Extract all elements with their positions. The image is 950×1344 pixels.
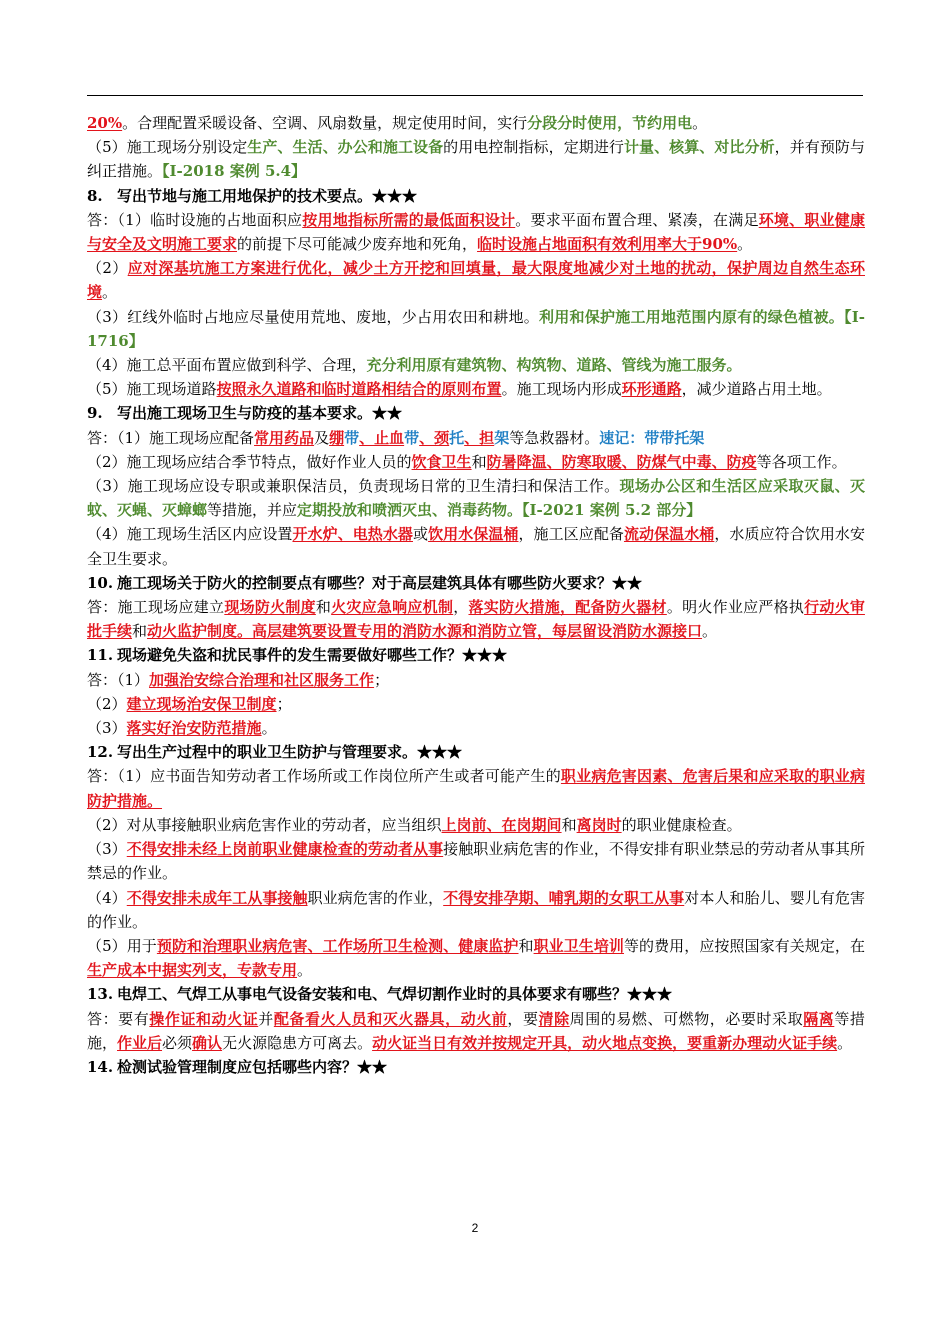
body-text: （2）施工现场应结合季节特点，做好作业人员的 xyxy=(87,452,412,471)
body-text: 等措施，并应 xyxy=(207,501,298,520)
body-text: 。 xyxy=(692,114,708,132)
highlight-text: 现场办公区和生活区应采取灭鼠、灭蚊、灭蝇、灭蟑螂 xyxy=(87,477,865,520)
answer-paragraph xyxy=(87,208,865,256)
answer-paragraph xyxy=(87,305,865,353)
body-text: 。 xyxy=(261,719,277,738)
importance-stars: ★★ xyxy=(612,573,643,592)
key-point-text: 离岗时 xyxy=(576,815,622,834)
body-text: 并 xyxy=(258,1009,274,1028)
body-text: ，减少道路占用土地。 xyxy=(681,380,832,399)
body-text: （3） xyxy=(87,840,127,859)
key-point-text: 饮食卫生 xyxy=(411,452,472,471)
question-heading xyxy=(87,401,865,425)
page-number: 2 xyxy=(471,1221,479,1235)
body-text: （2）对从事接触职业病危害作业的劳动者，应当组织 xyxy=(87,815,442,834)
mnemonic-text: 架 xyxy=(494,428,510,447)
key-point-text: 动火证当日有效并按规定开具，动火地点变换，要重新办理动火证手续 xyxy=(372,1033,838,1052)
key-point-text: 落实防火措施，配备防火器材 xyxy=(468,598,667,617)
body-text: ； xyxy=(276,694,292,713)
key-point-text: 防暑降温、防寒取暖、防煤气中毒、防疫 xyxy=(486,452,757,471)
body-text: 。施工现场内形成 xyxy=(501,380,622,399)
answer-paragraph xyxy=(87,837,865,885)
mnemonic-text: 带 xyxy=(404,428,420,447)
highlight-text: 计量、核算、对比分析 xyxy=(623,138,775,157)
key-point-text: 现场防火制度 xyxy=(224,598,316,617)
body-text: （2） xyxy=(87,694,127,713)
key-point-text: 、止血 xyxy=(359,428,405,447)
body-text: 无火源隐患方可离去。 xyxy=(222,1033,373,1052)
key-point-text: 环境、职业健康与安全及文明施工要求 xyxy=(87,210,865,254)
question-number: 10. xyxy=(87,573,114,592)
body-text: （5）施工现场分别设定 xyxy=(87,138,248,157)
body-text: 等急救器材。 xyxy=(509,428,600,447)
body-text: 答：施工现场应建立 xyxy=(87,598,225,617)
body-text: 和 xyxy=(132,622,148,641)
key-point-text: 职业病危害因素、危害后果和应采取的职业病防护措施。 xyxy=(87,767,865,810)
body-text: ； xyxy=(374,670,390,689)
highlight-text: 充分利用原有建筑物、构筑物、道路、管线为施工服务。 xyxy=(366,356,742,375)
answer-paragraph xyxy=(87,668,865,692)
key-point-text: 清除 xyxy=(538,1009,570,1028)
answer-paragraph xyxy=(87,886,865,934)
question-heading xyxy=(87,184,865,208)
body-text: （4）施工现场生活区内应设置 xyxy=(87,525,293,544)
key-point-text: 20% xyxy=(87,114,123,132)
key-point-text: 配备看火人员和灭火器具，动火前 xyxy=(273,1009,508,1028)
highlight-text: 利用和保护施工用地范围内原有的绿色植被。【I-1716】 xyxy=(87,307,866,350)
question-heading xyxy=(87,643,865,667)
body-text: 。 xyxy=(702,622,718,641)
body-text: （4） xyxy=(87,888,127,907)
question-text: 现场避免失盗和扰民事件的发生需要做好哪些工作？ xyxy=(117,646,463,665)
question-number: 12. xyxy=(87,743,114,762)
key-point-text: 按用地指标所需的最低面积设计 xyxy=(302,210,516,229)
body-text: 。 xyxy=(737,235,753,254)
key-point-text: 落实好治安防范措施 xyxy=(126,719,262,738)
body-text: 。 xyxy=(297,961,313,980)
body-text: 或 xyxy=(413,525,429,544)
answer-paragraph xyxy=(87,716,865,740)
header-rule xyxy=(87,95,863,96)
key-point-text: 火灾应急响应机制 xyxy=(331,598,454,617)
body-text: 答：（1）施工现场应配备 xyxy=(87,428,255,447)
question-number: 13. xyxy=(87,985,114,1004)
importance-stars: ★★ xyxy=(357,1057,388,1076)
body-text: 答：（1）应书面告知劳动者工作场所或工作岗位所产生或者可能产生的 xyxy=(87,767,561,786)
key-point-text: 绷 xyxy=(329,428,345,447)
body-text: 接触职业病危害的作业，不得安排有职业禁忌的劳动者从事其所禁忌的作业。 xyxy=(87,840,865,883)
key-point-text: 加强治安综合治理和社区服务工作 xyxy=(149,670,375,689)
key-point-text: 常用药品 xyxy=(254,428,315,447)
body-text: 和 xyxy=(315,598,332,617)
body-text: ， xyxy=(453,598,469,617)
answer-paragraph xyxy=(87,353,865,377)
body-text: ，并有预防与纠正措施。 xyxy=(87,138,865,181)
key-point-text: 不得安排未成年工从事接触 xyxy=(126,888,308,907)
body-text: 。明火作业应严格执 xyxy=(666,598,805,617)
key-point-text: 隔离 xyxy=(803,1009,835,1028)
importance-stars: ★★★ xyxy=(372,186,418,205)
body-text: 和 xyxy=(518,936,534,955)
question-number: 8. xyxy=(87,186,103,205)
importance-stars: ★★★ xyxy=(462,646,508,665)
answer-paragraph xyxy=(87,111,865,135)
key-point-text: 生产成本中据实列支，专款专用 xyxy=(87,961,298,980)
highlight-text: 【I-2018 案例 5.4】 xyxy=(162,162,307,181)
key-point-text: 按照永久道路和临时道路相结合的原则布置 xyxy=(216,380,502,399)
question-heading xyxy=(87,571,865,595)
answer-paragraph xyxy=(87,426,865,450)
key-point-text: 开水炉、电热水器 xyxy=(292,525,413,544)
question-number: 9. xyxy=(87,404,103,423)
answer-paragraph xyxy=(87,692,865,716)
body-text: 的前提下尽可能减少废弃地和死角， xyxy=(237,235,478,254)
key-point-text: 建立现场治安保卫制度 xyxy=(126,694,277,713)
key-point-text: 确认 xyxy=(192,1033,223,1052)
question-heading xyxy=(87,740,865,764)
body-text: 的用电控制指标，定期进行 xyxy=(443,138,624,157)
question-text: 检测试验管理制度应包括哪些内容？ xyxy=(117,1057,358,1076)
body-text: 答：（1） xyxy=(87,670,150,689)
question-text: 施工现场关于防火的控制要点有哪些？对于高层建筑具体有哪些防火要求？ xyxy=(117,573,613,592)
key-point-text: 操作证和动火证 xyxy=(149,1009,259,1028)
body-text: 等各项工作。 xyxy=(756,452,847,471)
highlight-text: 定期投放和喷洒灭虫、消毒药物。【I-2021 案例 5.2 部分】 xyxy=(297,501,702,520)
body-text: 和 xyxy=(471,452,487,471)
question-text: 电焊工、气焊工从事电气设备安装和电、气焊切割作业时的具体要求有哪些？ xyxy=(117,985,628,1004)
body-text: 答：（1）临时设施的占地面积应 xyxy=(87,210,303,229)
key-point-text: 应对深基坑施工方案进行优化，减少土方开挖和回填量，最大限度地减少对土地的扰动，保护周边自然生态环境 xyxy=(87,259,865,302)
question-number: 11. xyxy=(87,646,114,665)
importance-stars: ★★★ xyxy=(627,985,673,1004)
body-text: 和 xyxy=(561,815,577,834)
question-text: 写出生产过程中的职业卫生防护与管理要求。 xyxy=(117,743,418,762)
body-text: 等的费用，应按照国家有关规定，在 xyxy=(623,936,865,955)
body-text: （5）施工现场道路 xyxy=(87,380,217,399)
answer-paragraph xyxy=(87,135,865,183)
body-text: 对本人和胎儿、婴儿有危害的作业。 xyxy=(87,888,865,931)
body-text: （2） xyxy=(87,259,128,278)
body-text: 。要求平面布置合理、紧凑，在满足 xyxy=(515,210,759,229)
highlight-text: 分段分时使用，节约用电 xyxy=(527,114,693,132)
answer-paragraph xyxy=(87,595,865,643)
key-point-text: 、担 xyxy=(464,428,495,447)
key-point-text: 临时设施占地面积有效利用率大于90% xyxy=(477,235,738,254)
body-text: 。 xyxy=(837,1033,853,1052)
key-point-text: 上岗前、在岗期间 xyxy=(441,815,562,834)
body-text: （3）施工现场应设专职或兼职保洁员，负责现场日常的卫生清扫和保洁工作。 xyxy=(87,477,620,496)
body-text: （4）施工总平面布置应做到科学、合理， xyxy=(87,356,367,375)
body-text: 。合理配置采暖设备、空调、风扇数量，规定使用时间，实行 xyxy=(122,114,528,132)
key-point-text: 行动火审批手续 xyxy=(87,598,865,641)
answer-paragraph xyxy=(87,450,865,474)
answer-paragraph xyxy=(87,764,865,812)
body-text: 的职业健康检查。 xyxy=(621,815,742,834)
body-text: ，施工区应配备 xyxy=(518,525,624,544)
importance-stars: ★★★ xyxy=(417,743,463,762)
key-point-text: 职业卫生培训 xyxy=(533,936,624,955)
body-text: 必须 xyxy=(162,1033,193,1052)
body-text: ，水质应符合饮用水安全卫生要求。 xyxy=(87,525,865,568)
question-heading xyxy=(87,1055,865,1079)
answer-paragraph xyxy=(87,474,865,522)
key-point-text: 、颈 xyxy=(419,428,450,447)
body-text: 及 xyxy=(314,428,330,447)
key-point-text: 预防和治理职业病危害、工作场所卫生检测、健康监护 xyxy=(156,936,519,955)
body-text: （3）红线外临时占地应尽量使用荒地、废地，少占用农田和耕地。 xyxy=(87,307,540,326)
body-text: 周围的易燃、可燃物，必要时采取 xyxy=(569,1009,804,1028)
body-text: 答：要有 xyxy=(87,1009,150,1028)
answer-paragraph xyxy=(87,522,865,570)
key-point-text: 流动保温水桶 xyxy=(623,525,715,544)
key-point-text: 动火监护制度。高层建筑要设置专用的消防水源和消防立管，每层留设消防水源接口 xyxy=(147,622,703,641)
body-text: ，要 xyxy=(507,1009,539,1028)
answer-paragraph xyxy=(87,377,865,401)
mnemonic-text: 托 xyxy=(449,428,465,447)
key-point-text: 不得安排未经上岗前职业健康检查的劳动者从事 xyxy=(126,840,444,859)
answer-paragraph xyxy=(87,813,865,837)
question-number: 14. xyxy=(87,1057,114,1076)
answer-paragraph xyxy=(87,1007,865,1055)
key-point-text: 作业后 xyxy=(117,1033,163,1052)
question-text: 写出节地与施工用地保护的技术要点。 xyxy=(117,186,373,205)
highlight-text: 生产、生活、办公和施工设备 xyxy=(247,138,444,157)
key-point-text: 饮用水保温桶 xyxy=(428,525,519,544)
mnemonic-text: 速记：带带托架 xyxy=(599,428,705,447)
importance-stars: ★★ xyxy=(372,404,403,423)
body-text: （5）用于 xyxy=(87,936,157,955)
body-text: 。 xyxy=(102,283,118,302)
key-point-text: 不得安排孕期、哺乳期的女职工从事 xyxy=(443,888,685,907)
body-text: 等措施， xyxy=(87,1009,865,1052)
question-text: 写出施工现场卫生与防疫的基本要求。 xyxy=(117,404,373,423)
question-heading xyxy=(87,982,865,1006)
body-text: 职业病危害的作业， xyxy=(307,888,444,907)
mnemonic-text: 带 xyxy=(344,428,360,447)
body-text: （3） xyxy=(87,719,127,738)
answer-paragraph xyxy=(87,934,865,982)
document-body xyxy=(87,111,865,1079)
key-point-text: 环形通路 xyxy=(621,380,682,399)
answer-paragraph xyxy=(87,256,865,304)
